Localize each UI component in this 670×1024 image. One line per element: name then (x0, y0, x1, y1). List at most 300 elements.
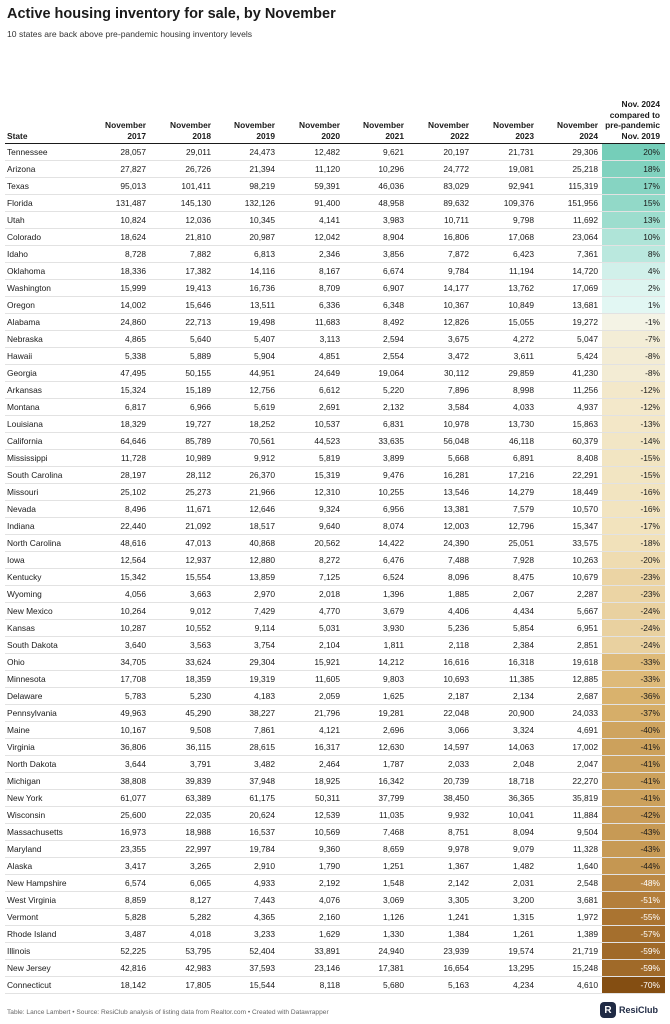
table-row (5, 501, 665, 518)
comparison-cell: -33% (602, 654, 665, 671)
inventory-cell: 33,575 (538, 535, 602, 552)
inventory-cell: 27,827 (85, 161, 150, 178)
inventory-cell: 2,033 (408, 756, 473, 773)
inventory-cell: 8,167 (279, 263, 344, 280)
inventory-cell: 16,616 (408, 654, 473, 671)
inventory-cell: 16,281 (408, 467, 473, 484)
inventory-cell: 25,273 (150, 484, 215, 501)
inventory-cell: 22,997 (150, 841, 215, 858)
inventory-cell: 16,736 (215, 280, 279, 297)
inventory-cell: 20,987 (215, 229, 279, 246)
state-cell: Georgia (5, 365, 85, 382)
inventory-cell: 9,912 (215, 450, 279, 467)
inventory-cell: 48,958 (344, 195, 408, 212)
state-cell: Arkansas (5, 382, 85, 399)
inventory-cell: 12,880 (215, 552, 279, 569)
inventory-cell: 33,891 (279, 943, 344, 960)
inventory-cell: 61,175 (215, 790, 279, 807)
inventory-cell: 8,492 (344, 314, 408, 331)
column-header-year: November 2024 (538, 54, 602, 144)
state-cell: South Dakota (5, 637, 85, 654)
table-row (5, 756, 665, 773)
inventory-cell: 6,831 (344, 416, 408, 433)
inventory-cell: 12,756 (215, 382, 279, 399)
inventory-cell: 9,012 (150, 603, 215, 620)
inventory-cell: 24,473 (215, 144, 279, 161)
comparison-cell: -33% (602, 671, 665, 688)
inventory-cell: 15,999 (85, 280, 150, 297)
inventory-cell: 14,279 (473, 484, 538, 501)
inventory-cell: 21,394 (215, 161, 279, 178)
inventory-cell: 2,187 (408, 688, 473, 705)
inventory-cell: 2,970 (215, 586, 279, 603)
inventory-cell: 6,612 (279, 382, 344, 399)
inventory-cell: 4,056 (85, 586, 150, 603)
inventory-cell: 19,272 (538, 314, 602, 331)
inventory-cell: 5,407 (215, 331, 279, 348)
inventory-cell: 4,770 (279, 603, 344, 620)
state-cell: Tennessee (5, 144, 85, 161)
comparison-cell: -41% (602, 773, 665, 790)
inventory-cell: 1,261 (473, 926, 538, 943)
inventory-cell: 5,667 (538, 603, 602, 620)
inventory-cell: 10,824 (85, 212, 150, 229)
inventory-cell: 21,719 (538, 943, 602, 960)
state-cell: New Mexico (5, 603, 85, 620)
inventory-cell: 3,200 (473, 892, 538, 909)
table-body (5, 144, 665, 994)
inventory-cell: 9,640 (279, 518, 344, 535)
table-row (5, 773, 665, 790)
inventory-cell: 91,400 (279, 195, 344, 212)
comparison-cell: -18% (602, 535, 665, 552)
inventory-cell: 1,811 (344, 637, 408, 654)
inventory-cell: 131,487 (85, 195, 150, 212)
inventory-cell: 38,808 (85, 773, 150, 790)
comparison-cell: -43% (602, 824, 665, 841)
comparison-cell: -15% (602, 450, 665, 467)
comparison-cell: -40% (602, 722, 665, 739)
inventory-cell: 3,563 (150, 637, 215, 654)
column-header-state: State (5, 54, 85, 144)
inventory-cell: 3,681 (538, 892, 602, 909)
inventory-cell: 21,092 (150, 518, 215, 535)
inventory-cell: 44,523 (279, 433, 344, 450)
state-cell: Montana (5, 399, 85, 416)
inventory-cell: 3,679 (344, 603, 408, 620)
inventory-cell: 8,074 (344, 518, 408, 535)
inventory-cell: 25,600 (85, 807, 150, 824)
inventory-cell: 2,048 (473, 756, 538, 773)
inventory-cell: 18,718 (473, 773, 538, 790)
inventory-cell: 9,621 (344, 144, 408, 161)
state-cell: New Jersey (5, 960, 85, 977)
inventory-cell: 5,047 (538, 331, 602, 348)
inventory-cell: 9,114 (215, 620, 279, 637)
state-cell: Maine (5, 722, 85, 739)
inventory-cell: 47,013 (150, 535, 215, 552)
inventory-cell: 6,966 (150, 399, 215, 416)
inventory-cell: 13,681 (538, 297, 602, 314)
inventory-cell: 1,640 (538, 858, 602, 875)
inventory-cell: 38,227 (215, 705, 279, 722)
comparison-cell: -12% (602, 382, 665, 399)
inventory-cell: 2,687 (538, 688, 602, 705)
inventory-cell: 11,683 (279, 314, 344, 331)
comparison-cell: 13% (602, 212, 665, 229)
inventory-cell: 20,739 (408, 773, 473, 790)
inventory-cell: 10,167 (85, 722, 150, 739)
inventory-cell: 4,272 (473, 331, 538, 348)
inventory-cell: 16,342 (344, 773, 408, 790)
table-row (5, 365, 665, 382)
table-row (5, 909, 665, 926)
inventory-cell: 9,079 (473, 841, 538, 858)
inventory-cell: 20,197 (408, 144, 473, 161)
table-row (5, 722, 665, 739)
comparison-cell: 15% (602, 195, 665, 212)
inventory-cell: 5,031 (279, 620, 344, 637)
state-cell: Louisiana (5, 416, 85, 433)
comparison-cell: -55% (602, 909, 665, 926)
inventory-cell: 52,404 (215, 943, 279, 960)
inventory-cell: 30,112 (408, 365, 473, 382)
inventory-cell: 6,956 (344, 501, 408, 518)
inventory-cell: 14,720 (538, 263, 602, 280)
inventory-cell: 22,270 (538, 773, 602, 790)
inventory-cell: 8,751 (408, 824, 473, 841)
inventory-cell: 14,063 (473, 739, 538, 756)
inventory-cell: 16,806 (408, 229, 473, 246)
inventory-cell: 4,141 (279, 212, 344, 229)
state-cell: Iowa (5, 552, 85, 569)
inventory-cell: 10,367 (408, 297, 473, 314)
state-cell: Virginia (5, 739, 85, 756)
inventory-cell: 28,112 (150, 467, 215, 484)
inventory-cell: 9,803 (344, 671, 408, 688)
inventory-cell: 2,384 (473, 637, 538, 654)
inventory-cell: 3,754 (215, 637, 279, 654)
inventory-cell: 8,094 (473, 824, 538, 841)
inventory-cell: 5,889 (150, 348, 215, 365)
inventory-cell: 2,548 (538, 875, 602, 892)
inventory-cell: 5,854 (473, 620, 538, 637)
inventory-cell: 35,819 (538, 790, 602, 807)
state-cell: Texas (5, 178, 85, 195)
inventory-cell: 8,475 (473, 569, 538, 586)
inventory-cell: 6,423 (473, 246, 538, 263)
inventory-cell: 49,963 (85, 705, 150, 722)
inventory-cell: 29,011 (150, 144, 215, 161)
inventory-cell: 40,868 (215, 535, 279, 552)
column-header-year: November 2021 (344, 54, 408, 144)
inventory-cell: 16,654 (408, 960, 473, 977)
table-row (5, 892, 665, 909)
page-subtitle: 10 states are back above pre-pandemic housing inventory levels (7, 29, 253, 39)
table-row (5, 178, 665, 195)
inventory-cell: 2,287 (538, 586, 602, 603)
comparison-cell: 8% (602, 246, 665, 263)
inventory-cell: 5,220 (344, 382, 408, 399)
state-cell: Oklahoma (5, 263, 85, 280)
inventory-cell: 16,973 (85, 824, 150, 841)
comparison-cell: -17% (602, 518, 665, 535)
inventory-cell: 6,476 (344, 552, 408, 569)
inventory-cell: 19,081 (473, 161, 538, 178)
inventory-cell: 18,517 (215, 518, 279, 535)
inventory-cell: 9,360 (279, 841, 344, 858)
inventory-cell: 19,784 (215, 841, 279, 858)
table-row (5, 841, 665, 858)
inventory-cell: 19,618 (538, 654, 602, 671)
table-row (5, 671, 665, 688)
inventory-cell: 8,728 (85, 246, 150, 263)
inventory-cell: 23,939 (408, 943, 473, 960)
inventory-cell: 1,389 (538, 926, 602, 943)
inventory-cell: 10,569 (279, 824, 344, 841)
inventory-cell: 8,709 (279, 280, 344, 297)
inventory-cell: 3,113 (279, 331, 344, 348)
inventory-cell: 2,554 (344, 348, 408, 365)
state-cell: Florida (5, 195, 85, 212)
inventory-cell: 29,859 (473, 365, 538, 382)
inventory-cell: 9,932 (408, 807, 473, 824)
inventory-cell: 5,904 (215, 348, 279, 365)
inventory-cell: 6,891 (473, 450, 538, 467)
inventory-cell: 50,155 (150, 365, 215, 382)
inventory-cell: 5,828 (85, 909, 150, 926)
inventory-cell: 2,346 (279, 246, 344, 263)
inventory-cell: 11,728 (85, 450, 150, 467)
table-row (5, 858, 665, 875)
inventory-cell: 22,713 (150, 314, 215, 331)
inventory-cell: 2,851 (538, 637, 602, 654)
inventory-cell: 21,796 (279, 705, 344, 722)
resiclub-logo (600, 1002, 658, 1018)
state-cell: North Carolina (5, 535, 85, 552)
inventory-cell: 2,696 (344, 722, 408, 739)
inventory-cell: 5,230 (150, 688, 215, 705)
inventory-cell: 2,192 (279, 875, 344, 892)
inventory-cell: 24,033 (538, 705, 602, 722)
inventory-cell: 13,730 (473, 416, 538, 433)
inventory-cell: 7,928 (473, 552, 538, 569)
comparison-cell: -8% (602, 365, 665, 382)
inventory-cell: 14,597 (408, 739, 473, 756)
comparison-cell: -44% (602, 858, 665, 875)
inventory-cell: 5,783 (85, 688, 150, 705)
inventory-cell: 3,472 (408, 348, 473, 365)
inventory-cell: 85,789 (150, 433, 215, 450)
inventory-cell: 6,813 (215, 246, 279, 263)
inventory-cell: 18,142 (85, 977, 150, 994)
inventory-cell: 2,464 (279, 756, 344, 773)
inventory-cell: 33,624 (150, 654, 215, 671)
table-row (5, 399, 665, 416)
inventory-cell: 25,102 (85, 484, 150, 501)
inventory-cell: 2,142 (408, 875, 473, 892)
inventory-cell: 22,291 (538, 467, 602, 484)
inventory-cell: 12,310 (279, 484, 344, 501)
inventory-cell: 3,233 (215, 926, 279, 943)
inventory-cell: 50,311 (279, 790, 344, 807)
inventory-cell: 145,130 (150, 195, 215, 212)
table-row (5, 824, 665, 841)
comparison-cell: -20% (602, 552, 665, 569)
inventory-cell: 1,548 (344, 875, 408, 892)
inventory-cell: 7,579 (473, 501, 538, 518)
inventory-cell: 2,018 (279, 586, 344, 603)
inventory-cell: 28,057 (85, 144, 150, 161)
inventory-cell: 14,116 (215, 263, 279, 280)
table-row (5, 535, 665, 552)
inventory-cell: 3,069 (344, 892, 408, 909)
inventory-cell: 12,042 (279, 229, 344, 246)
inventory-cell: 23,064 (538, 229, 602, 246)
inventory-cell: 14,177 (408, 280, 473, 297)
inventory-cell: 22,048 (408, 705, 473, 722)
inventory-cell: 1,241 (408, 909, 473, 926)
state-cell: New Hampshire (5, 875, 85, 892)
inventory-cell: 11,256 (538, 382, 602, 399)
comparison-cell: -70% (602, 977, 665, 994)
inventory-cell: 15,646 (150, 297, 215, 314)
inventory-cell: 5,236 (408, 620, 473, 637)
state-cell: Kentucky (5, 569, 85, 586)
inventory-cell: 41,230 (538, 365, 602, 382)
inventory-cell: 3,663 (150, 586, 215, 603)
page-title: Active housing inventory for sale, by November (7, 6, 336, 22)
inventory-cell: 8,496 (85, 501, 150, 518)
inventory-cell: 64,646 (85, 433, 150, 450)
inventory-cell: 29,306 (538, 144, 602, 161)
inventory-cell: 24,860 (85, 314, 150, 331)
inventory-cell: 8,659 (344, 841, 408, 858)
table-row (5, 875, 665, 892)
table-row (5, 263, 665, 280)
state-cell: North Dakota (5, 756, 85, 773)
inventory-cell: 3,487 (85, 926, 150, 943)
inventory-cell: 17,382 (150, 263, 215, 280)
inventory-cell: 18,449 (538, 484, 602, 501)
table-row (5, 637, 665, 654)
inventory-cell: 9,978 (408, 841, 473, 858)
table-row (5, 212, 665, 229)
state-cell: Minnesota (5, 671, 85, 688)
inventory-cell: 4,865 (85, 331, 150, 348)
inventory-cell: 45,290 (150, 705, 215, 722)
comparison-cell: -57% (602, 926, 665, 943)
table-row (5, 229, 665, 246)
inventory-cell: 7,468 (344, 824, 408, 841)
comparison-cell: -8% (602, 348, 665, 365)
inventory-cell: 25,051 (473, 535, 538, 552)
inventory-cell: 17,708 (85, 671, 150, 688)
comparison-cell: -59% (602, 960, 665, 977)
inventory-cell: 1,972 (538, 909, 602, 926)
inventory-cell: 3,930 (344, 620, 408, 637)
inventory-cell: 11,692 (538, 212, 602, 229)
inventory-cell: 15,248 (538, 960, 602, 977)
state-cell: Wyoming (5, 586, 85, 603)
inventory-cell: 13,859 (215, 569, 279, 586)
state-cell: Ohio (5, 654, 85, 671)
state-cell: Kansas (5, 620, 85, 637)
state-cell: Colorado (5, 229, 85, 246)
inventory-cell: 11,605 (279, 671, 344, 688)
table-row (5, 705, 665, 722)
comparison-cell: 18% (602, 161, 665, 178)
inventory-cell: 10,552 (150, 620, 215, 637)
inventory-cell: 37,593 (215, 960, 279, 977)
column-header-year: November 2019 (215, 54, 279, 144)
inventory-cell: 12,796 (473, 518, 538, 535)
inventory-cell: 7,361 (538, 246, 602, 263)
inventory-cell: 2,691 (279, 399, 344, 416)
state-cell: Mississippi (5, 450, 85, 467)
inventory-cell: 11,035 (344, 807, 408, 824)
source-footer: Table: Lance Lambert • Source: ResiClub analysis of listing data from Realtor.com • Created with Datawrapper (7, 1009, 329, 1016)
state-cell: California (5, 433, 85, 450)
inventory-cell: 8,998 (473, 382, 538, 399)
inventory-cell: 17,805 (150, 977, 215, 994)
table-row (5, 433, 665, 450)
inventory-cell: 10,263 (538, 552, 602, 569)
inventory-cell: 19,281 (344, 705, 408, 722)
inventory-cell: 8,127 (150, 892, 215, 909)
inventory-cell: 1,790 (279, 858, 344, 875)
inventory-cell: 3,305 (408, 892, 473, 909)
inventory-cell: 53,795 (150, 943, 215, 960)
inventory-cell: 17,381 (344, 960, 408, 977)
table-row (5, 688, 665, 705)
inventory-cell: 17,068 (473, 229, 538, 246)
inventory-cell: 6,065 (150, 875, 215, 892)
inventory-cell: 3,640 (85, 637, 150, 654)
inventory-cell: 6,348 (344, 297, 408, 314)
inventory-cell: 19,727 (150, 416, 215, 433)
inventory-cell: 19,574 (473, 943, 538, 960)
inventory-cell: 115,319 (538, 178, 602, 195)
comparison-cell: -24% (602, 620, 665, 637)
inventory-cell: 6,951 (538, 620, 602, 637)
table-row (5, 654, 665, 671)
inventory-cell: 7,125 (279, 569, 344, 586)
table-row (5, 943, 665, 960)
inventory-cell: 21,966 (215, 484, 279, 501)
table-row (5, 314, 665, 331)
inventory-cell: 132,126 (215, 195, 279, 212)
table-row (5, 977, 665, 994)
inventory-cell: 19,064 (344, 365, 408, 382)
comparison-cell: -36% (602, 688, 665, 705)
inventory-cell: 3,265 (150, 858, 215, 875)
inventory-cell: 37,799 (344, 790, 408, 807)
inventory-cell: 18,925 (279, 773, 344, 790)
state-cell: Utah (5, 212, 85, 229)
table-row (5, 603, 665, 620)
inventory-cell: 5,424 (538, 348, 602, 365)
inventory-cell: 15,055 (473, 314, 538, 331)
state-cell: Pennsylvania (5, 705, 85, 722)
inventory-cell: 3,324 (473, 722, 538, 739)
inventory-cell: 22,035 (150, 807, 215, 824)
inventory-cell: 11,671 (150, 501, 215, 518)
inventory-cell: 7,872 (408, 246, 473, 263)
table-header-row (5, 54, 665, 144)
inventory-cell: 17,216 (473, 467, 538, 484)
inventory-cell: 101,411 (150, 178, 215, 195)
